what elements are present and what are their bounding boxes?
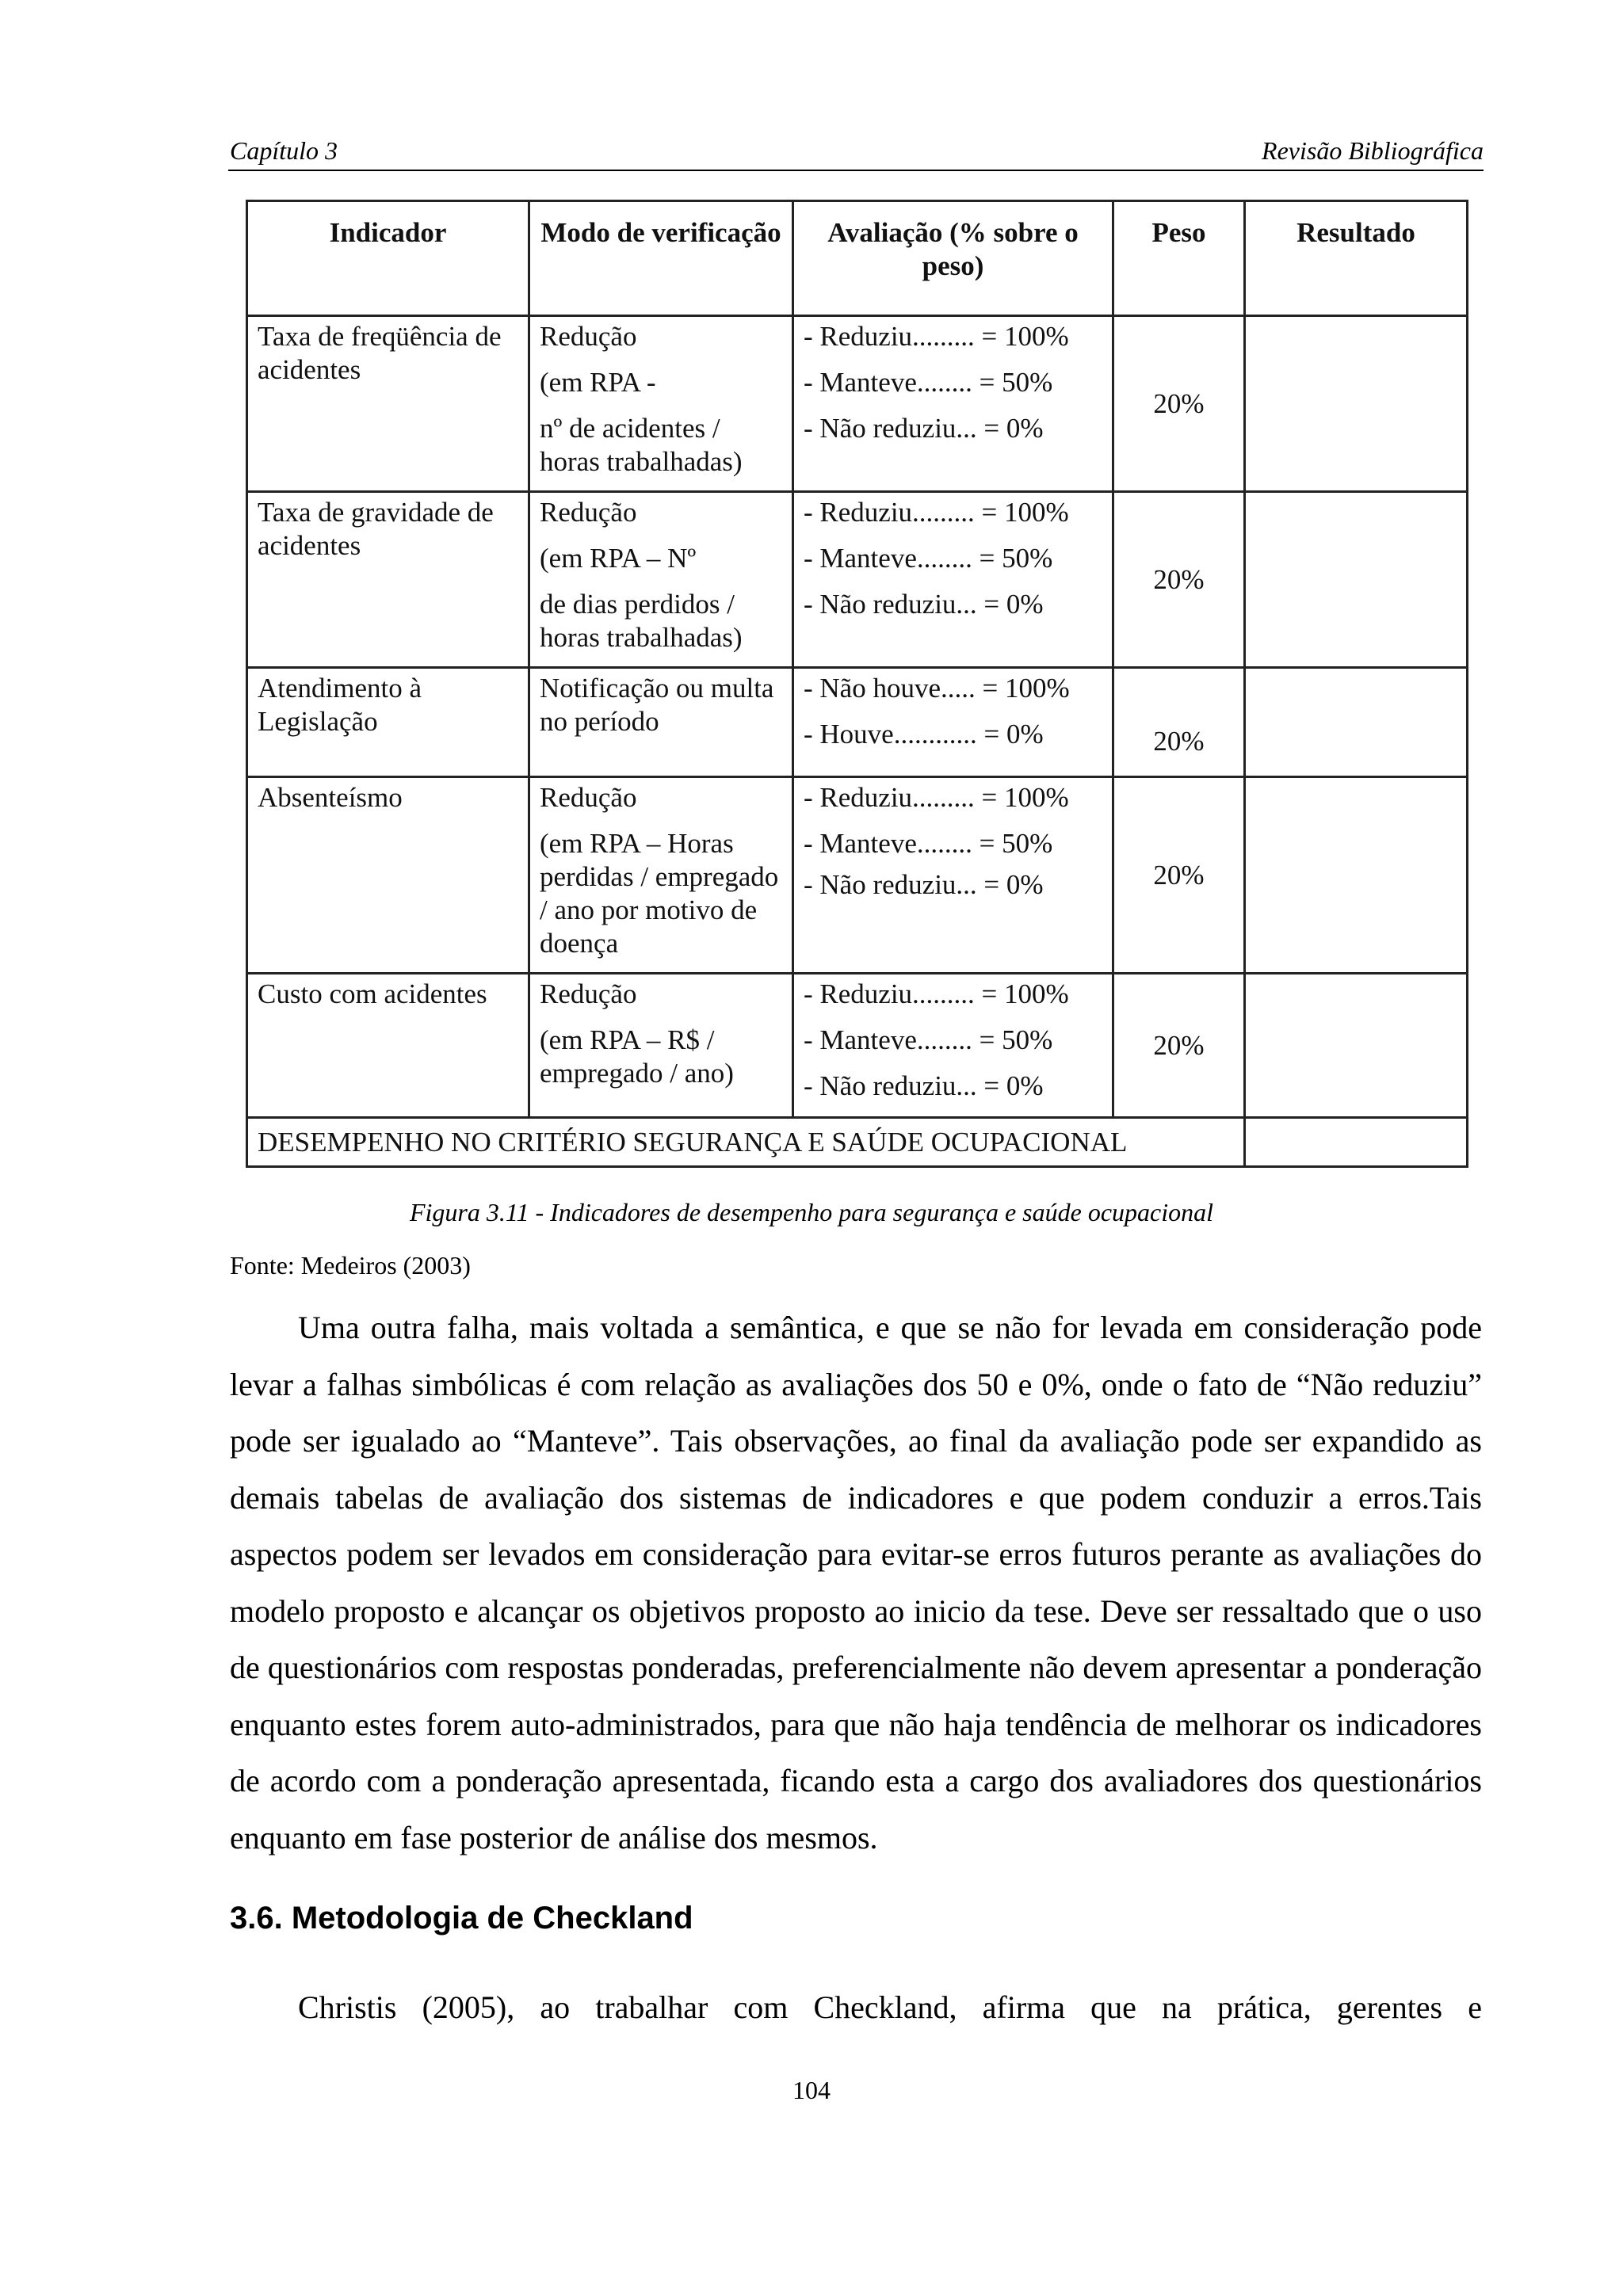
cell-resultado: [1245, 668, 1468, 777]
modo-line: Redução: [540, 321, 637, 352]
section-heading: 3.6. Metodologia de Checkland: [230, 1901, 693, 1936]
avaliacao-line: - Reduziu......... = 100%: [804, 978, 1069, 1009]
avaliacao-line: - Manteve........ = 50%: [804, 367, 1053, 398]
header-chapter: Capítulo 3: [230, 136, 338, 165]
modo-line: (em RPA – R$ / empregado / ano): [540, 1024, 734, 1089]
modo-line: (em RPA – Horas perdidas / empregado / ano por motivo de doença: [540, 828, 779, 959]
paragraph-text: Christis (2005), ao trabalhar com Checkland, afirma que na prática, gerentes e: [298, 1989, 1482, 2025]
body-paragraph-continued: [230, 1985, 1482, 2030]
table-header-row: [247, 201, 1468, 316]
cell-resultado: [1245, 777, 1468, 974]
cell-peso: 20%: [1113, 974, 1245, 1118]
col-header-modo: Modo de verificação: [529, 201, 793, 316]
table-row: [247, 777, 1468, 974]
avaliacao-line: - Manteve........ = 50%: [804, 1024, 1053, 1055]
table-footer-row: [247, 1118, 1468, 1167]
page-number: 104: [792, 2076, 831, 2104]
cell-indicador: Custo com acidentes: [247, 974, 529, 1118]
avaliacao-line: - Não reduziu... = 0%: [804, 589, 1044, 620]
cell-peso: 20%: [1113, 492, 1245, 668]
figure-source: Fonte: Medeiros (2003): [230, 1251, 471, 1280]
cell-indicador: Absenteísmo: [247, 777, 529, 974]
indicators-table: [246, 200, 1468, 1168]
avaliacao-line: - Manteve........ = 50%: [804, 828, 1053, 859]
running-header: [228, 133, 1484, 171]
table-row: [247, 316, 1468, 492]
cell-indicador: Taxa de freqüência de acidentes: [247, 316, 529, 492]
header-section: Revisão Bibliográfica: [1262, 136, 1484, 165]
cell-modo: [529, 974, 793, 1118]
modo-line: Redução: [540, 978, 637, 1009]
cell-modo: [529, 777, 793, 974]
cell-peso: 20%: [1113, 777, 1245, 974]
cell-resultado: [1245, 316, 1468, 492]
modo-line: (em RPA – Nº: [540, 543, 697, 574]
cell-indicador: Atendimento à Legislação: [247, 668, 529, 777]
cell-peso: 20%: [1113, 668, 1245, 777]
avaliacao-line: - Houve............ = 0%: [804, 719, 1044, 749]
avaliacao-line: - Reduziu......... = 100%: [804, 321, 1069, 352]
table-row: [247, 492, 1468, 668]
modo-line: nº de acidentes / horas trabalhadas): [540, 413, 743, 477]
cell-avaliacao: [793, 316, 1113, 492]
col-header-resultado: Resultado: [1245, 201, 1468, 316]
col-header-avaliacao: Avaliação (% sobre o peso): [793, 201, 1113, 316]
cell-modo: [529, 316, 793, 492]
cell-modo: [529, 492, 793, 668]
col-header-indicador: Indicador: [247, 201, 529, 316]
cell-resultado: [1245, 492, 1468, 668]
body-paragraph: [230, 1299, 1482, 1866]
avaliacao-line: - Não reduziu... = 0%: [804, 413, 1044, 444]
paragraph-text: Uma outra falha, mais voltada a semântica, e que se não for levada em consideração pode levar a falhas simbólicas é com relação as avaliações dos 50 e 0%, onde o fato de “Não reduziu” pode ser igualado ao “Manteve”. Tais observações, ao final da avaliação pode ser expandido as demais tabelas de avaliação dos sistemas de indicadores e que podem conduzir a erros.Tais aspectos podem ser levados em consideração para evitar-se erros futuros perante as avaliações do modelo proposto e alcançar os objetivos proposto ao inicio da tese. Deve ser ressaltado que o uso de questionários com respostas ponderadas, preferencialmente não devem apresentar a ponderação enquanto estes forem auto-administrados, para que não haja tendência de melhorar os indicadores de acordo com a ponderação apresentada, ficando esta a cargo dos avaliadores dos questionários enquanto em fase posterior de análise dos mesmos.: [230, 1310, 1482, 1855]
col-header-peso: Peso: [1113, 201, 1245, 316]
figure-caption: Figura 3.11 - Indicadores de desempenho para segurança e saúde ocupacional: [409, 1198, 1214, 1226]
cell-avaliacao: [793, 668, 1113, 777]
modo-line: Notificação ou multa no período: [540, 673, 774, 737]
table-row: [247, 974, 1468, 1118]
cell-resultado: [1245, 974, 1468, 1118]
cell-peso: 20%: [1113, 316, 1245, 492]
cell-modo: [529, 668, 793, 777]
table-row: [247, 668, 1468, 777]
cell-avaliacao: [793, 777, 1113, 974]
footer-label: DESEMPENHO NO CRITÉRIO SEGURANÇA E SAÚDE OCUPACIONAL: [247, 1118, 1245, 1167]
modo-line: (em RPA -: [540, 367, 656, 398]
modo-line: Redução: [540, 782, 637, 813]
avaliacao-line: - Manteve........ = 50%: [804, 543, 1053, 574]
modo-line: de dias perdidos / horas trabalhadas): [540, 589, 743, 653]
avaliacao-line: - Não houve..... = 100%: [804, 673, 1070, 704]
cell-avaliacao: [793, 492, 1113, 668]
modo-line: Redução: [540, 497, 637, 528]
avaliacao-line: - Não reduziu... = 0%: [804, 1070, 1044, 1101]
cell-avaliacao: [793, 974, 1113, 1118]
footer-resultado: [1245, 1118, 1468, 1167]
avaliacao-line: - Reduziu......... = 100%: [804, 782, 1069, 813]
avaliacao-line: - Reduziu......... = 100%: [804, 497, 1069, 528]
avaliacao-line: - Não reduziu... = 0%: [804, 869, 1044, 900]
cell-indicador: Taxa de gravidade de acidentes: [247, 492, 529, 668]
